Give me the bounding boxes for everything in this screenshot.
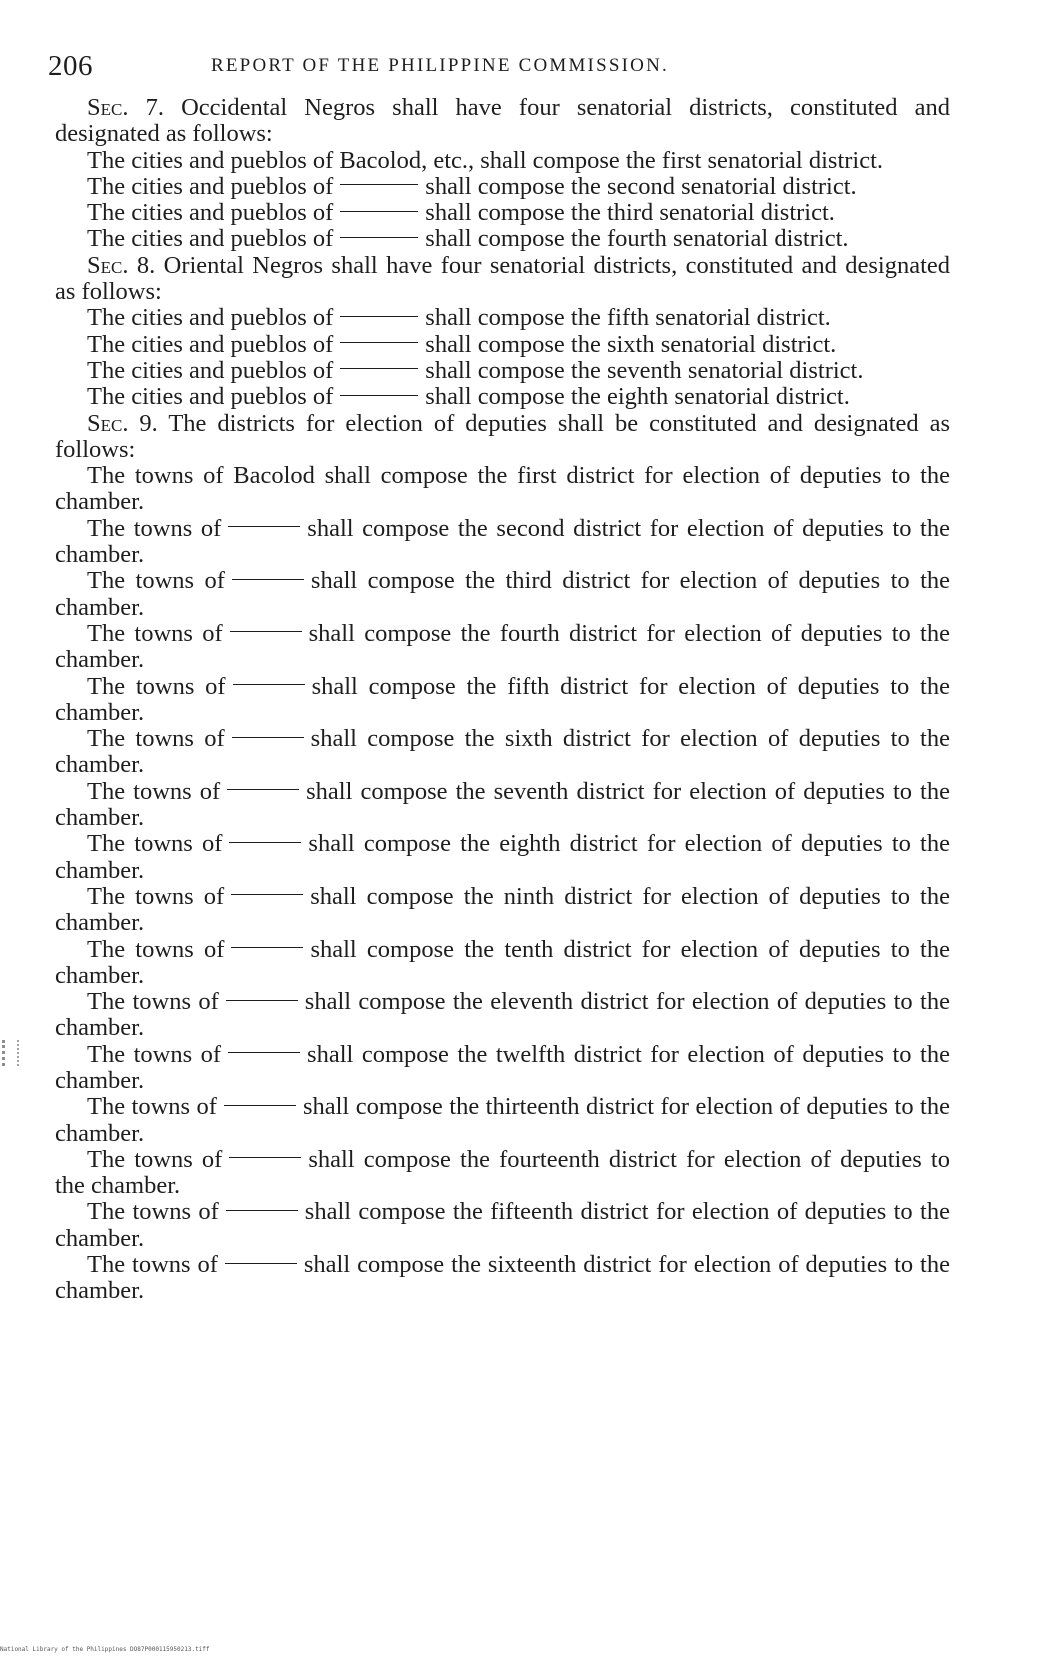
district-text-before: The towns of bbox=[87, 619, 223, 647]
district-text-after: shall compose the second district for election of deputies to the chamber. bbox=[55, 514, 950, 569]
district-paragraph bbox=[55, 937, 950, 990]
running-head: REPORT OF THE PHILIPPINE COMMISSION. bbox=[211, 55, 669, 76]
margin-scan-mark bbox=[2, 1040, 19, 1066]
section-intro: Occidental Negros shall have four senatorial districts, constituted and designated as follows: bbox=[55, 94, 950, 148]
district-paragraph bbox=[55, 305, 950, 331]
district-text-before: The towns of bbox=[87, 567, 225, 595]
district-text-before: The cities and pueblos of bbox=[87, 330, 334, 358]
district-text-before: The cities and pueblos of bbox=[87, 304, 334, 332]
blank-fill-line bbox=[231, 894, 303, 895]
blank-fill-line bbox=[225, 1263, 297, 1264]
blank-fill-line bbox=[340, 368, 418, 369]
district-text-after: shall compose the tenth district for election of deputies to the chamber. bbox=[55, 935, 950, 989]
district-text-before: The towns of bbox=[87, 672, 226, 700]
district-paragraph bbox=[55, 1252, 950, 1305]
district-text-before: The cities and pueblos of Bacolod, etc., shall compose the first senatorial district. bbox=[87, 146, 884, 174]
blank-fill-line bbox=[340, 395, 418, 396]
district-paragraph bbox=[55, 1199, 950, 1252]
district-text-after: shall compose the fourth district for election of deputies to the chamber. bbox=[55, 619, 950, 674]
district-text-after: shall compose the fifth senatorial district. bbox=[425, 304, 831, 332]
district-paragraph bbox=[55, 779, 950, 832]
district-text-before: The cities and pueblos of bbox=[87, 199, 334, 227]
section-intro: Oriental Negros shall have four senatorial districts, constituted and designated as follows: bbox=[55, 251, 951, 306]
district-paragraph bbox=[55, 726, 950, 779]
district-text-after: shall compose the thirteenth district for election of deputies to the chamber. bbox=[55, 1093, 950, 1147]
district-paragraph bbox=[55, 1147, 950, 1200]
district-text-before: The cities and pueblos of bbox=[87, 383, 334, 411]
blank-fill-line bbox=[227, 789, 299, 790]
blank-fill-line bbox=[229, 1157, 301, 1158]
body-text bbox=[55, 95, 950, 1305]
district-paragraph bbox=[55, 674, 950, 727]
blank-fill-line bbox=[340, 316, 418, 317]
footer-credit: National Library of the Philippines DO87P000115950213.tiff bbox=[0, 1646, 210, 1653]
district-text-after: shall compose the sixth district for election of deputies to the chamber. bbox=[55, 725, 950, 779]
district-text-after: shall compose the twelfth district for election of deputies to the chamber. bbox=[55, 1040, 950, 1094]
district-text-before: The towns of bbox=[87, 882, 225, 910]
district-paragraph bbox=[55, 358, 950, 384]
blank-fill-line bbox=[340, 342, 418, 343]
district-text-before: The towns of bbox=[87, 1251, 218, 1279]
district-text-before: The towns of bbox=[87, 1145, 223, 1173]
district-text-after: shall compose the fourteenth district for election of deputies to the chamber. bbox=[55, 1145, 950, 1200]
district-paragraph bbox=[55, 516, 950, 569]
district-paragraph bbox=[55, 621, 950, 674]
section-label: Sec. 8. bbox=[87, 251, 156, 279]
district-text-after: shall compose the fifth district for election of deputies to the chamber. bbox=[55, 672, 950, 726]
district-text-after: shall compose the sixth senatorial district. bbox=[425, 330, 837, 358]
district-text-before: The cities and pueblos of bbox=[87, 225, 334, 253]
district-text-before: The towns of bbox=[87, 1198, 219, 1226]
district-text-after: shall compose the sixteenth district for election of deputies to the chamber. bbox=[55, 1251, 950, 1305]
blank-fill-line bbox=[226, 1210, 298, 1211]
blank-fill-line bbox=[224, 1105, 296, 1106]
district-paragraph bbox=[55, 1094, 950, 1147]
section-heading-paragraph bbox=[55, 95, 950, 148]
district-paragraph bbox=[55, 463, 950, 516]
section-heading-paragraph bbox=[55, 411, 950, 464]
district-paragraph bbox=[55, 568, 950, 621]
district-text-after: shall compose the fifteenth district for election of deputies to the chamber. bbox=[55, 1198, 950, 1252]
blank-fill-line bbox=[230, 631, 302, 632]
district-paragraph bbox=[55, 1042, 950, 1095]
district-paragraph bbox=[55, 332, 950, 358]
blank-fill-line bbox=[340, 184, 418, 185]
blank-fill-line bbox=[229, 842, 301, 843]
district-text-after: shall compose the third district for election of deputies to the chamber. bbox=[55, 567, 950, 621]
blank-fill-line bbox=[228, 1052, 300, 1053]
district-text-before: The cities and pueblos of bbox=[87, 356, 334, 384]
district-paragraph bbox=[55, 226, 950, 252]
blank-fill-line bbox=[226, 1000, 298, 1001]
district-text-after: shall compose the second senatorial district. bbox=[425, 172, 857, 200]
district-text-after: shall compose the eighth senatorial district. bbox=[425, 383, 850, 411]
district-text-before: The towns of Bacolod shall compose the first district for election of deputies to the chamber. bbox=[55, 462, 950, 516]
district-paragraph bbox=[55, 384, 950, 410]
blank-fill-line bbox=[233, 684, 305, 685]
district-paragraph bbox=[55, 174, 950, 200]
district-text-before: The towns of bbox=[87, 935, 225, 963]
district-text-after: shall compose the fourth senatorial district. bbox=[425, 225, 849, 253]
section-intro: The districts for election of deputies shall be constituted and designated as follows: bbox=[55, 409, 951, 463]
district-text-after: shall compose the seventh district for election of deputies to the chamber. bbox=[55, 777, 950, 832]
blank-fill-line bbox=[232, 737, 304, 738]
district-text-before: The cities and pueblos of bbox=[87, 172, 334, 200]
district-paragraph bbox=[55, 148, 950, 174]
district-paragraph bbox=[55, 989, 950, 1042]
district-text-after: shall compose the eighth district for election of deputies to the chamber. bbox=[55, 830, 950, 884]
district-text-before: The towns of bbox=[87, 1093, 217, 1121]
district-text-before: The towns of bbox=[87, 830, 223, 858]
blank-fill-line bbox=[340, 237, 418, 238]
blank-fill-line bbox=[340, 211, 418, 212]
section-label: Sec. 7. bbox=[87, 94, 164, 121]
page-number: 206 bbox=[48, 50, 93, 82]
district-text-after: shall compose the third senatorial district. bbox=[425, 199, 835, 227]
blank-fill-line bbox=[231, 947, 303, 948]
district-text-after: shall compose the eleventh district for election of deputies to the chamber. bbox=[55, 988, 950, 1042]
district-text-before: The towns of bbox=[87, 1040, 222, 1068]
district-text-after: shall compose the seventh senatorial district. bbox=[425, 356, 864, 384]
district-text-before: The towns of bbox=[87, 514, 222, 542]
district-text-before: The towns of bbox=[87, 777, 221, 805]
section-label: Sec. 9. bbox=[87, 409, 158, 437]
district-text-before: The towns of bbox=[87, 988, 219, 1016]
blank-fill-line bbox=[232, 579, 304, 580]
district-paragraph bbox=[55, 200, 950, 226]
blank-fill-line bbox=[228, 526, 300, 527]
district-text-after: shall compose the ninth district for election of deputies to the chamber. bbox=[55, 882, 950, 937]
district-text-before: The towns of bbox=[87, 725, 225, 753]
section-heading-paragraph bbox=[55, 253, 950, 306]
page-header bbox=[48, 50, 768, 90]
district-paragraph bbox=[55, 831, 950, 884]
district-paragraph bbox=[55, 884, 950, 937]
